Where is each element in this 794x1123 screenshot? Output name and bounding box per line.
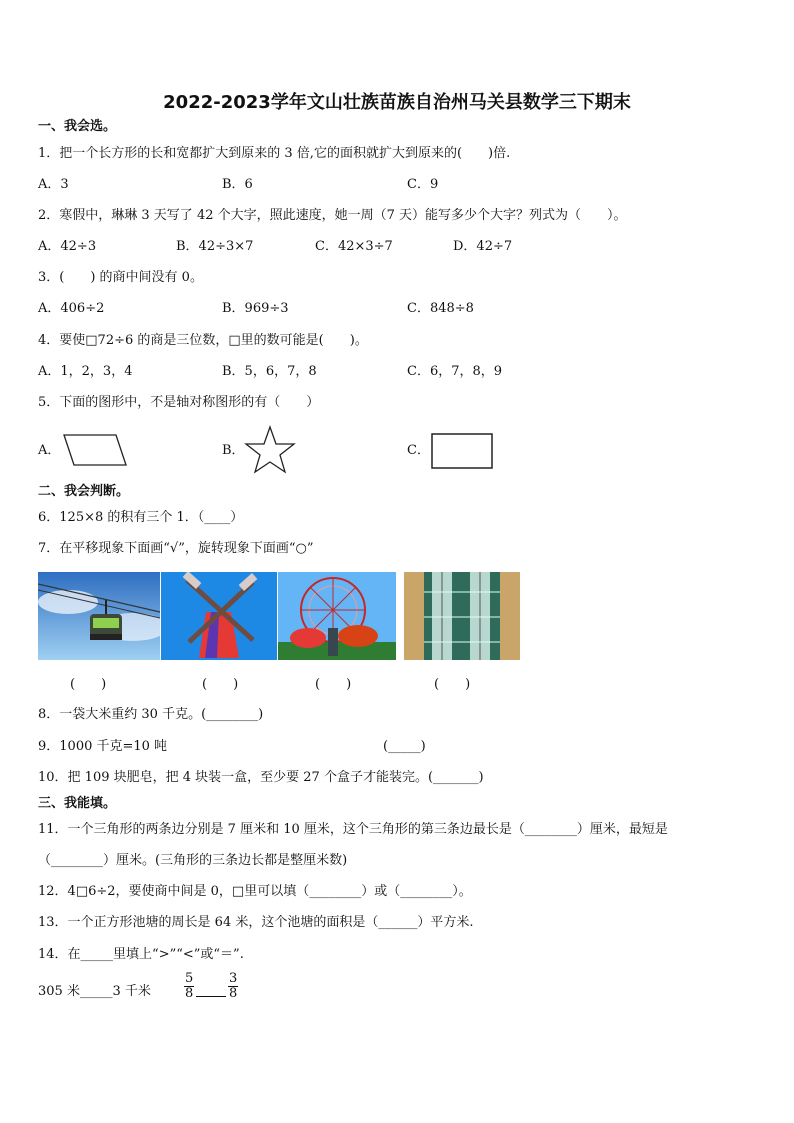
q4-option-a: A．1，2，3，4 — [38, 364, 133, 379]
windmill-photo — [161, 572, 277, 660]
q7-blank-1: ( ) — [70, 677, 107, 692]
q2-option-d: D．42÷7 — [453, 239, 513, 254]
question-8: 8．一袋大米重约 30 千克。(________) — [38, 707, 264, 722]
q3-option-b: B．969÷3 — [222, 301, 289, 316]
question-5: 5．下面的图形中，不是轴对称图形的有（ ） — [38, 395, 320, 410]
section-3-heading: 三、我能填。 — [38, 796, 117, 811]
question-14: 14．在_____里填上“>”“<”或“＝”. — [38, 947, 244, 962]
question-11-line-1: 11．一个三角形的两条边分别是 7 厘米和 10 厘米，这个三角形的第三条边最长是（________）厘米，最短是 — [38, 822, 668, 837]
section-1-heading: 一、我会选。 — [38, 119, 117, 134]
ferris-wheel-photo — [278, 572, 396, 660]
page-title: 2022-2023学年文山壮族苗族自治州马关县数学三下期末 — [163, 92, 631, 113]
parallelogram-shape — [60, 432, 130, 468]
q5-option-c: C． — [407, 443, 430, 458]
q3-option-c: C．848÷8 — [407, 301, 474, 316]
q2-option-a: A．42÷3 — [38, 239, 97, 254]
star-shape — [244, 425, 296, 475]
cable-car-photo — [38, 572, 160, 660]
fraction-1-denominator: 8 — [185, 986, 194, 1001]
q1-option-a: A．3 — [38, 177, 69, 192]
escalator-photo — [404, 572, 520, 660]
q5-option-a: A． — [38, 443, 61, 458]
question-9: 9．1000 千克=10 吨 — [38, 739, 168, 754]
q4-option-c: C．6，7，8，9 — [407, 364, 503, 379]
q14-part-1: 305 米_____3 千米 — [38, 984, 151, 999]
question-10: 10．把 109 块肥皂，把 4 块装一盒，至少要 27 个盒子才能装完。(_______) — [38, 770, 484, 785]
q7-blank-3: ( ) — [315, 677, 352, 692]
q14-fraction-2 — [228, 972, 238, 1001]
fraction-2-numerator: 3 — [229, 971, 238, 986]
q2-option-c: C．42×3÷7 — [315, 239, 393, 254]
question-12: 12．4□6÷2，要使商中间是 0，□里可以填（________）或（________）。 — [38, 884, 472, 899]
question-11-line-2: （________）厘米。(三角形的三条边长都是整厘米数) — [38, 853, 348, 868]
rectangle-shape — [430, 432, 494, 470]
q3-option-a: A．406÷2 — [38, 301, 105, 316]
question-3: 3．( ) 的商中间没有 0。 — [38, 270, 203, 285]
q2-option-b: B．42÷3×7 — [176, 239, 254, 254]
q14-fraction-1 — [184, 972, 194, 1001]
question-2: 2．寒假中，琳琳 3 天写了 42 个大字，照此速度，她一周（7 天）能写多少个大字？列式为（ ）。 — [38, 208, 627, 223]
question-6: 6．125×8 的积有三个 1．（____） — [38, 510, 244, 525]
question-13: 13．一个正方形池塘的周长是 64 米，这个池塘的面积是（______）平方米. — [38, 915, 474, 930]
q7-blank-2: ( ) — [202, 677, 239, 692]
q1-option-c: C．9 — [407, 177, 439, 192]
question-1: 1．把一个长方形的长和宽都扩大到原来的 3 倍,它的面积就扩大到原来的( )倍. — [38, 146, 511, 161]
q9-blank: (_____) — [383, 739, 426, 754]
q4-option-b: B．5，6，7，8 — [222, 364, 317, 379]
question-7: 7．在平移现象下面画“√”，旋转现象下面画“○” — [38, 541, 314, 556]
q7-blank-4: ( ) — [434, 677, 471, 692]
q1-option-b: B．6 — [222, 177, 253, 192]
fraction-2-denominator: 8 — [229, 986, 238, 1001]
q14-answer-line — [196, 996, 226, 997]
q5-option-b: B． — [222, 443, 245, 458]
question-4: 4．要使□72÷6 的商是三位数，□里的数可能是( )。 — [38, 333, 368, 348]
section-2-heading: 二、我会判断。 — [38, 484, 130, 499]
fraction-1-numerator: 5 — [185, 971, 194, 986]
